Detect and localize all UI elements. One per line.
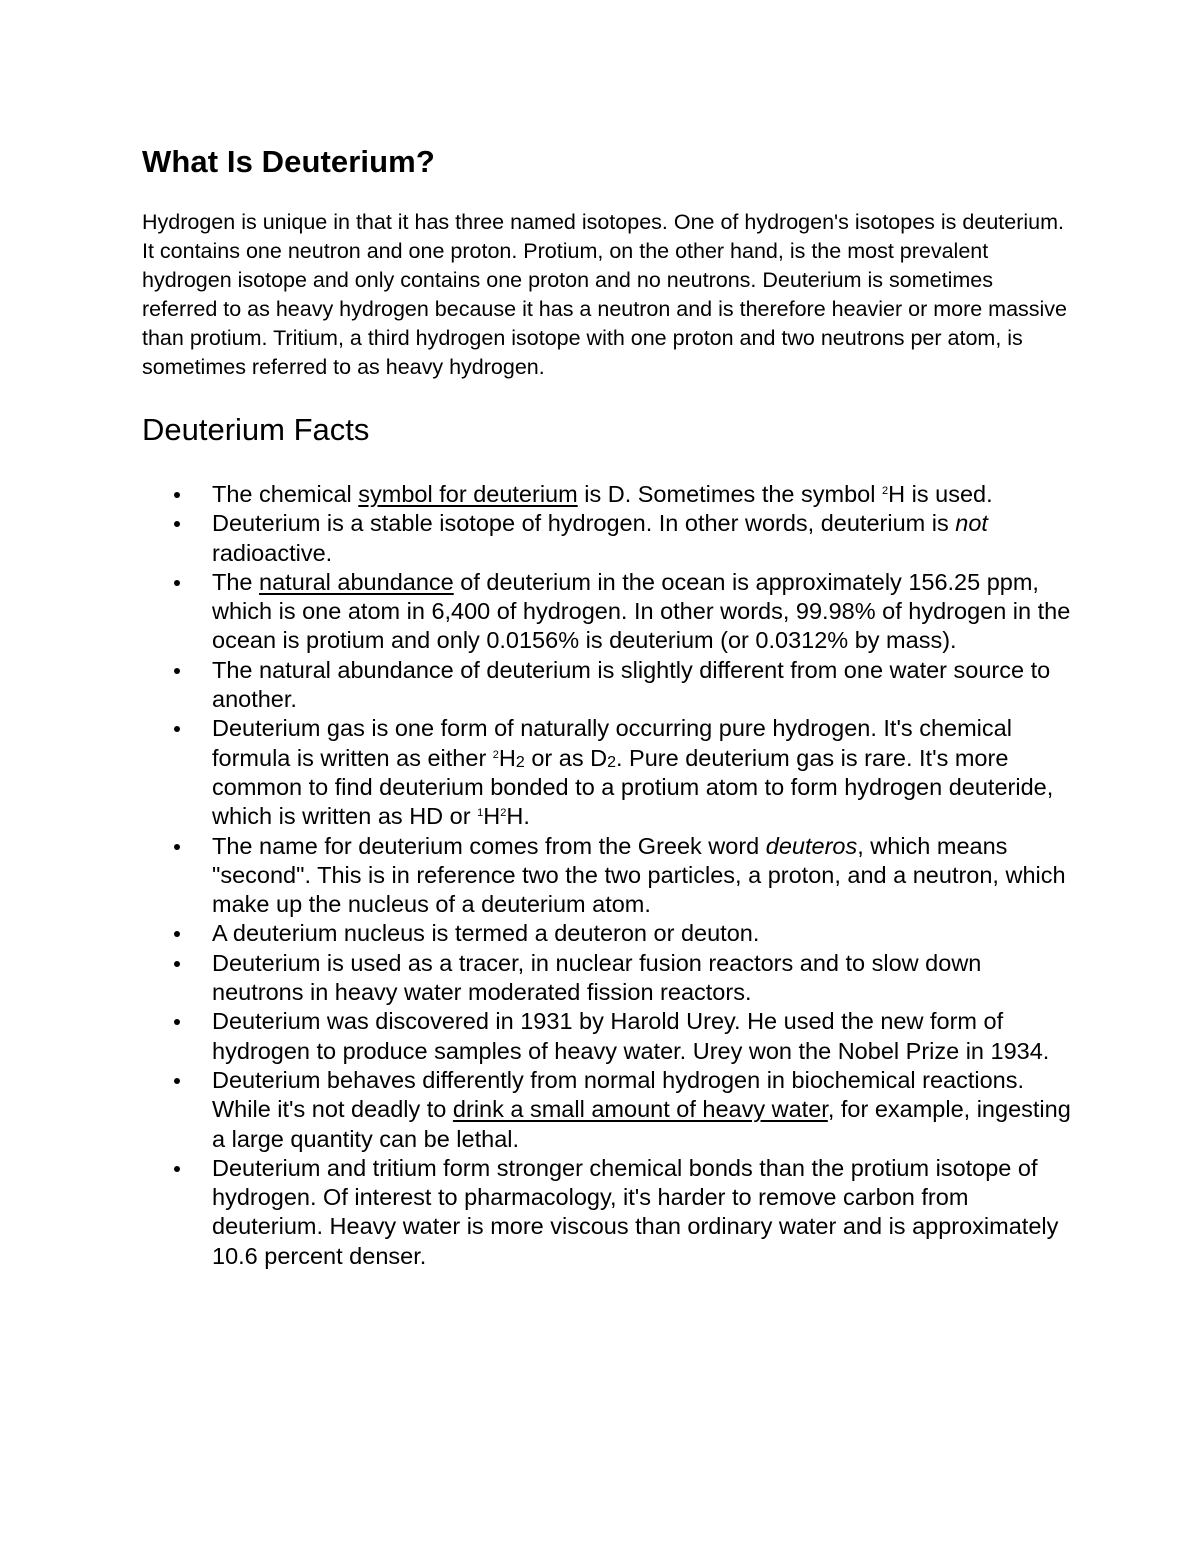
list-item	[142, 1066, 1072, 1154]
fact-text: is D. Sometimes the symbol	[577, 481, 882, 507]
fact-text: H is used.	[888, 481, 993, 507]
bullet-icon	[174, 931, 180, 937]
bullet-icon	[174, 521, 180, 527]
bullet-icon	[174, 844, 180, 850]
fact-text: Deuterium is used as a tracer, in nuclear fusion reactors and to slow down neutrons in heavy water moderated fission reactors.	[212, 949, 982, 1006]
page-title: What Is Deuterium?	[142, 144, 435, 179]
fact-text: Deuterium was discovered in 1931 by Harold Urey. He used the new form of hydrogen to produce samples of heavy water. Urey won the Nobel Prize in 1934.	[212, 1008, 1050, 1064]
fact-text: , which means "second". This is in reference two the two particles, a proton, and a neutron, which make up the nucleus of a deuterium atom.	[212, 832, 1066, 918]
fact-text: H	[498, 744, 516, 771]
bullet-icon	[174, 961, 180, 967]
fact-text: Deuterium behaves differently from normal hydrogen in biochemical reactions. While it's not deadly to	[212, 1066, 1025, 1123]
list-item	[142, 832, 1072, 920]
fact-text: H.	[506, 803, 530, 830]
fact-text: Deuterium is a stable isotope of hydrogen. In other words, deuterium is	[212, 510, 956, 537]
fact-text: The natural abundance of deuterium is slightly different from one water source to another.	[212, 656, 1051, 713]
fact-text: H	[483, 803, 501, 830]
facts-heading: Deuterium Facts	[142, 412, 370, 447]
emphasis-text: deuteros	[765, 832, 858, 859]
subscript: 2	[515, 753, 525, 771]
fact-text: . Pure deuterium gas is rare. It's more common to find deuterium bonded to a protium atom to form hydrogen deuteride, which is written as HD or	[212, 744, 1054, 830]
facts-list	[142, 480, 1071, 1271]
bullet-icon	[174, 580, 180, 586]
list-item	[142, 919, 1072, 948]
emphasis-text: not	[955, 510, 988, 537]
list-item	[142, 949, 1072, 1008]
fact-text: radioactive.	[212, 539, 333, 566]
superscript: 2	[492, 748, 499, 761]
fact-text: of deuterium in the ocean is approximately 156.25 ppm, which is one atom in 6,400 of hydrogen. In other words, 99.98% of hydrogen in the ocean is protium and only 0.0156% is deuterium (or 0.0312% by mass).	[212, 568, 1071, 654]
superscript: 1	[477, 807, 484, 820]
bullet-icon	[174, 726, 180, 732]
list-item	[142, 1154, 1072, 1271]
heavy-water-link[interactable]: drink a small amount of heavy water	[452, 1096, 828, 1123]
document-body	[142, 140, 1071, 1271]
list-item	[142, 509, 1072, 568]
list-item	[142, 1007, 1072, 1066]
intro-paragraph: Hydrogen is unique in that it has three named isotopes. One of hydrogen's isotopes is deuterium. It contains one neutron and one proton. Protium, on the other hand, is the most prevalent hydrogen isotope and only contains one proton and no neutrons. Deuterium is sometimes referred to as heavy hydrogen because it has a neutron and is therefore heavier or more massive than protium. Tritium, a third hydrogen isotope with one proton and two neutrons per atom, is sometimes referred to as heavy hydrogen.	[142, 210, 1068, 379]
fact-text: Deuterium gas is one form of naturally occurring pure hydrogen. It's chemical formula is written as either	[212, 715, 1012, 771]
natural-abundance-link[interactable]: natural abundance	[259, 568, 454, 595]
fact-text: Deuterium and tritium form stronger chemical bonds than the protium isotope of hydrogen. Of interest to pharmacology, it's harder to remove carbon from deuterium. Heavy water is more viscous than ordinary water and is approximately 10.6 percent denser.	[212, 1154, 1059, 1269]
bullet-icon	[174, 1166, 180, 1172]
list-item	[142, 656, 1072, 715]
list-item	[142, 568, 1072, 656]
bullet-icon	[174, 668, 180, 674]
superscript: 2	[500, 807, 507, 820]
symbol-for-deuterium-link[interactable]: symbol for deuterium	[358, 481, 578, 507]
fact-text: A deuterium nucleus is termed a deuteron or deuton.	[212, 920, 760, 947]
bullet-icon	[174, 1019, 180, 1025]
fact-text: The chemical	[212, 481, 359, 507]
list-item	[142, 480, 1072, 509]
list-item	[142, 714, 1072, 831]
subscript: 2	[607, 753, 616, 771]
bullet-icon	[174, 492, 180, 498]
bullet-icon	[174, 1078, 180, 1084]
fact-text: The	[212, 568, 260, 595]
fact-text: or as D	[524, 744, 608, 771]
fact-text: The name for deuterium comes from the Greek word	[212, 832, 766, 859]
superscript: 2	[882, 485, 889, 497]
fact-text: , for example, ingesting a large quantity can be lethal.	[212, 1096, 1071, 1152]
